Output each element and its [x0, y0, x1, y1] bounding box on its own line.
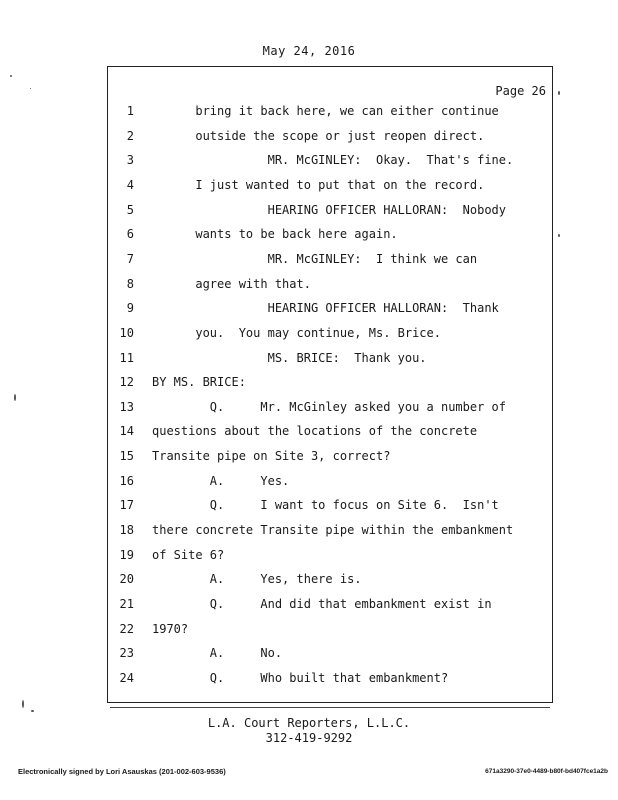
- scan-speck: [31, 710, 34, 712]
- transcript-line: [0, 646, 618, 670]
- line-number: 4: [126, 177, 134, 192]
- transcript-line: [0, 400, 618, 424]
- transcript-line: [0, 548, 618, 572]
- transcript-line: [0, 375, 618, 399]
- scan-speck: [10, 75, 12, 77]
- line-number: 18: [119, 523, 134, 538]
- line-text: HEARING OFFICER HALLORAN: Thank: [152, 301, 499, 316]
- line-number: 2: [126, 128, 134, 143]
- line-text: outside the scope or just reopen direct.: [152, 128, 485, 143]
- line-number: 7: [126, 251, 134, 266]
- line-number: 1: [126, 104, 134, 118]
- transcript-line: [0, 498, 618, 522]
- line-number: 9: [126, 301, 134, 316]
- line-number: 16: [119, 473, 134, 488]
- line-text: MS. BRICE: Thank you.: [152, 350, 427, 365]
- line-number: 22: [119, 621, 134, 636]
- line-text: A. No.: [152, 646, 283, 661]
- scan-speck: [558, 234, 560, 237]
- line-number: 3: [126, 153, 134, 168]
- transcript-line: [0, 178, 618, 202]
- line-number: 15: [119, 449, 134, 464]
- transcript-line: [0, 153, 618, 177]
- transcript-line: [0, 129, 618, 153]
- line-text: I just wanted to put that on the record.: [152, 177, 485, 192]
- transcript-line: [0, 326, 618, 350]
- page-number: Page 26: [495, 84, 546, 98]
- line-text: Q. I want to focus on Site 6. Isn't: [152, 498, 499, 513]
- scan-speck: [14, 394, 16, 401]
- esignature-right: 671a3290-37e0-4489-b80f-bd407fce1a2b: [485, 768, 608, 775]
- line-number: 8: [126, 276, 134, 291]
- line-text: Q. Who built that embankment?: [152, 670, 449, 685]
- scan-speck: [558, 91, 560, 95]
- line-text: HEARING OFFICER HALLORAN: Nobody: [152, 202, 507, 217]
- header-date: May 24, 2016: [262, 44, 356, 58]
- line-text: MR. McGINLEY: I think we can: [152, 251, 478, 266]
- line-number: 17: [119, 498, 134, 513]
- transcript-line: [0, 424, 618, 448]
- line-text: Transite pipe on Site 3, correct?: [152, 449, 391, 464]
- footer-phone: 312-419-9292: [265, 731, 353, 745]
- transcript-line: [0, 523, 618, 547]
- footer-company: L.A. Court Reporters, L.L.C.: [207, 716, 411, 730]
- line-number: 14: [119, 424, 134, 439]
- line-text: A. Yes.: [152, 473, 290, 488]
- line-number: 21: [119, 597, 134, 611]
- transcript-line: [0, 622, 618, 646]
- esignature-left: Electronically signed by Lori Asauskas (201-002-603-9536): [18, 767, 226, 776]
- line-text: agree with that.: [152, 276, 311, 291]
- transcript-line: [0, 351, 618, 375]
- scan-speck: [30, 88, 31, 89]
- transcript-line: [0, 597, 618, 621]
- line-text: wants to be back here again.: [152, 227, 398, 242]
- line-number: 6: [126, 227, 134, 242]
- footer: [0, 716, 618, 746]
- line-number: 23: [119, 646, 134, 661]
- line-text: bring it back here, we can either continue: [152, 104, 499, 118]
- line-number: 24: [119, 670, 134, 685]
- line-number: 13: [119, 399, 134, 414]
- line-number: 20: [119, 572, 134, 587]
- line-text: of Site 6?: [152, 547, 225, 562]
- transcript-line: [0, 449, 618, 473]
- scan-speck: [22, 700, 24, 708]
- transcript-line: [0, 277, 618, 301]
- line-text: Q. Mr. McGinley asked you a number of: [152, 399, 507, 414]
- transcript-line: [0, 572, 618, 596]
- line-text: Q. And did that embankment exist in: [152, 597, 492, 611]
- line-number: 10: [119, 325, 134, 340]
- transcript-line: [0, 474, 618, 498]
- line-number: 5: [126, 202, 134, 217]
- line-text: there concrete Transite pipe within the embankment: [152, 523, 514, 538]
- line-text: 1970?: [152, 621, 189, 636]
- transcript-line: [0, 252, 618, 276]
- line-number: 19: [119, 547, 134, 562]
- line-text: you. You may continue, Ms. Brice.: [152, 325, 441, 340]
- line-number: 12: [119, 375, 134, 390]
- transcript-line: [0, 301, 618, 325]
- line-number: 11: [119, 350, 134, 365]
- line-text: questions about the locations of the concrete: [152, 424, 478, 439]
- line-text: MR. McGINLEY: Okay. That's fine.: [152, 153, 514, 168]
- transcript-line: [0, 203, 618, 227]
- line-text: BY MS. BRICE:: [152, 375, 246, 390]
- transcript-line: [0, 671, 618, 695]
- line-text: A. Yes, there is.: [152, 572, 362, 587]
- transcript-line: [0, 104, 618, 128]
- transcript-line: [0, 227, 618, 251]
